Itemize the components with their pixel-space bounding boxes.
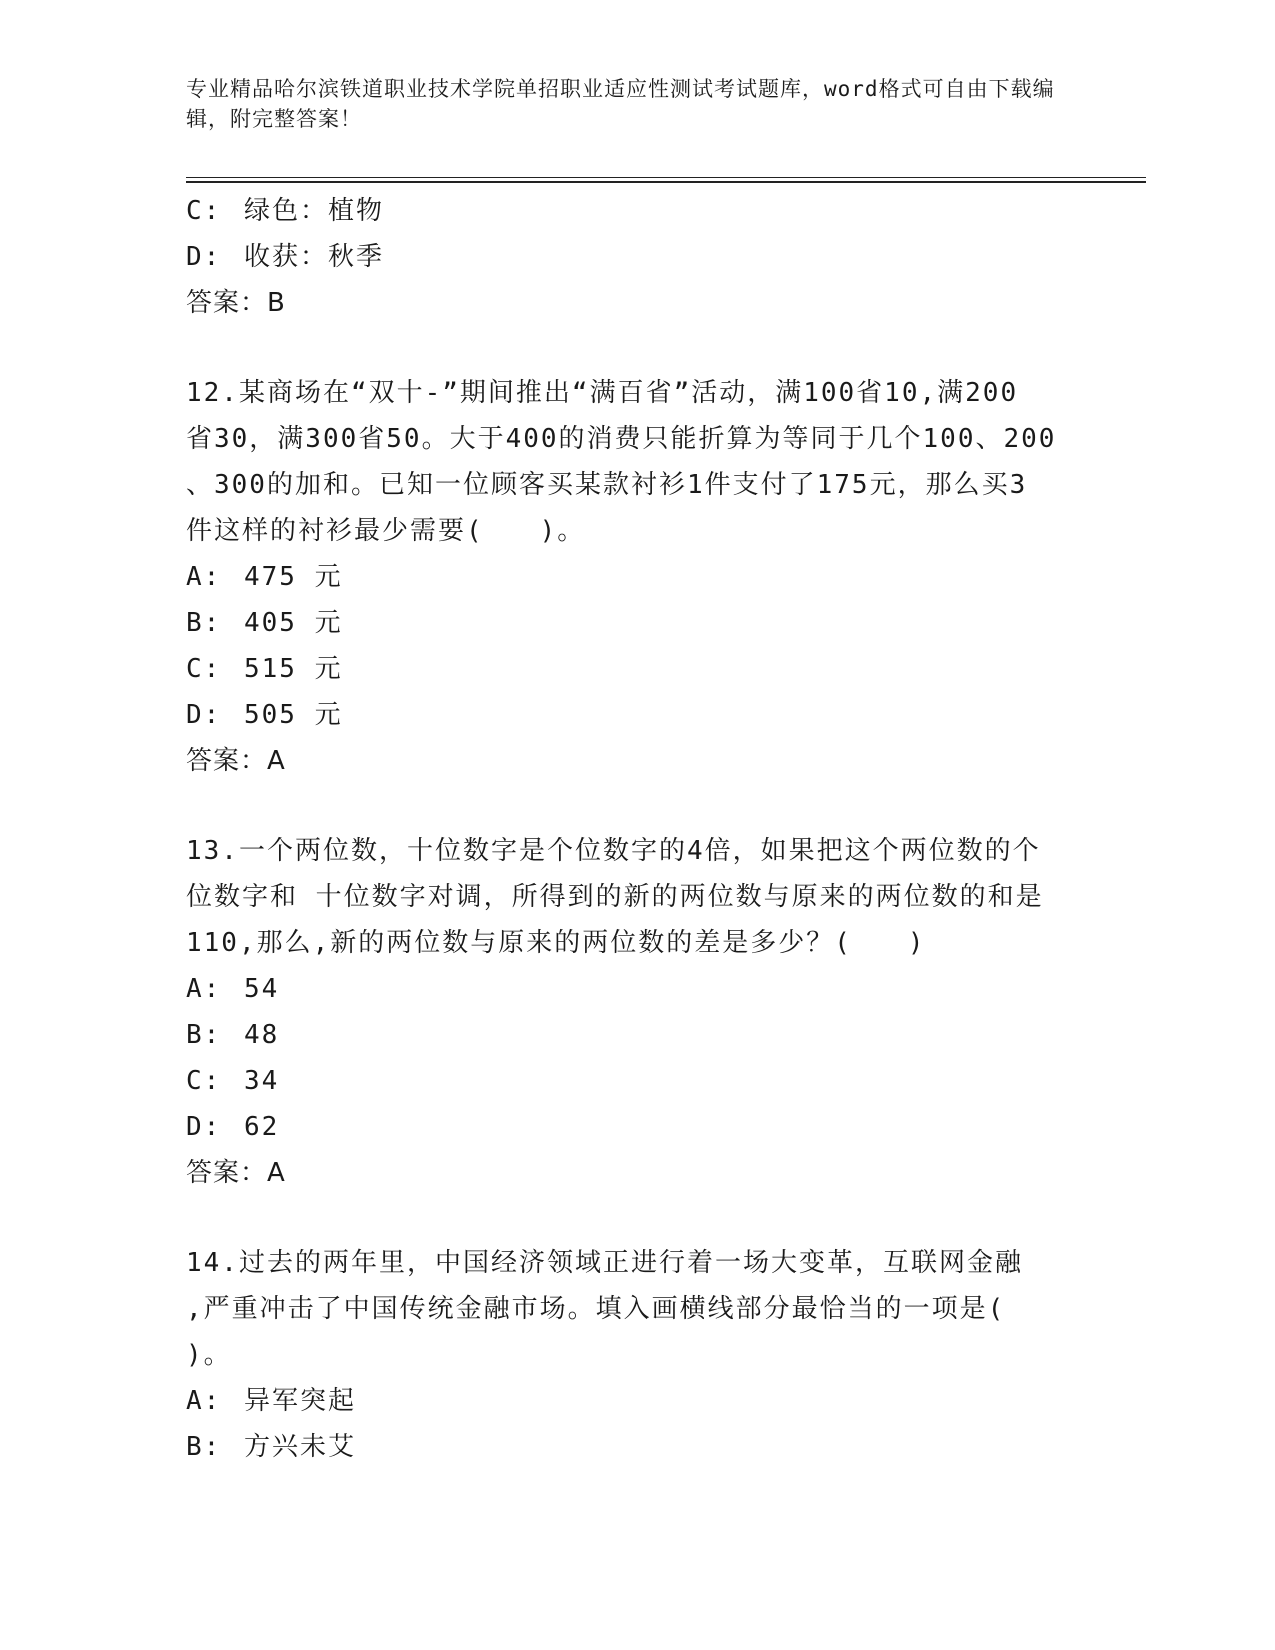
option-c <box>186 1058 1086 1104</box>
option-letter: B: <box>186 1020 222 1050</box>
option-letter: A: <box>186 974 222 1004</box>
question-14 <box>186 1240 1086 1470</box>
option-text: 405 元 <box>244 608 343 638</box>
option-a <box>186 554 1086 600</box>
option-b <box>186 1012 1086 1058</box>
question-stem-line: ,严重冲击了中国传统金融市场。填入画横线部分最恰当的一项是( <box>186 1294 1006 1324</box>
option-letter: C: <box>186 1066 222 1096</box>
question-12 <box>186 370 1086 784</box>
option-d <box>186 692 1086 738</box>
question-stem-line: 12.某商场在“双十-”期间推出“满百省”活动，满100省10,满200 <box>186 378 1019 408</box>
option-text: 475 元 <box>244 562 343 592</box>
question-stem-line: 、300的加和。已知一位顾客买某款衬衫1件支付了175元，那么买3 <box>186 470 1028 500</box>
page-header: 专业精品哈尔滨铁道职业技术学院单招职业适应性测试考试题库，word格式可自由下载编辑，附完整答案！ <box>186 77 1055 131</box>
question-stem-line: 位数字和 十位数字对调，所得到的新的两位数与原来的两位数的和是 <box>186 882 1044 912</box>
option-c <box>186 646 1086 692</box>
option-text: 异军突起 <box>244 1386 357 1416</box>
question-stem-line: )。 <box>186 1340 232 1370</box>
option-text: 515 元 <box>244 654 343 684</box>
option-letter: C: <box>186 196 222 226</box>
question-11-tail <box>186 188 1086 326</box>
option-b <box>186 600 1086 646</box>
option-letter: D: <box>186 700 222 730</box>
option-text: 505 元 <box>244 700 343 730</box>
question-stem-line: 13.一个两位数，十位数字是个位数字的4倍，如果把这个两位数的个 <box>186 836 1041 866</box>
option-text: 54 <box>244 974 280 1004</box>
question-13 <box>186 828 1086 1196</box>
answer-line: 答案：A <box>186 1158 286 1188</box>
option-b <box>186 1424 1086 1470</box>
option-letter: B: <box>186 608 222 638</box>
question-stem-line: 件这样的衬衫最少需要( )。 <box>186 516 586 546</box>
option-text: 收获：秋季 <box>244 242 385 272</box>
option-letter: B: <box>186 1432 222 1462</box>
option-c <box>186 188 1086 234</box>
header-rule-thin <box>186 177 1146 178</box>
option-text: 方兴未艾 <box>244 1432 357 1462</box>
option-letter: A: <box>186 562 222 592</box>
option-d <box>186 1104 1086 1150</box>
answer-line: 答案：B <box>186 288 286 318</box>
option-text: 绿色：植物 <box>244 196 385 226</box>
question-stem-line: 省30，满300省50。大于400的消费只能折算为等同于几个100、200 <box>186 424 1057 454</box>
question-stem-line: 110,那么,新的两位数与原来的两位数的差是多少？( ) <box>186 928 926 958</box>
option-letter: D: <box>186 1112 222 1142</box>
option-text: 48 <box>244 1020 280 1050</box>
option-letter: C: <box>186 654 222 684</box>
option-a <box>186 1378 1086 1424</box>
header-rule-thick <box>186 181 1146 183</box>
answer-line: 答案：A <box>186 746 286 776</box>
question-stem-line: 14.过去的两年里，中国经济领域正进行着一场大变革，互联网金融 <box>186 1248 1023 1278</box>
option-a <box>186 966 1086 1012</box>
option-letter: D: <box>186 242 222 272</box>
option-text: 62 <box>244 1112 280 1142</box>
document-body <box>186 188 1086 1470</box>
option-d <box>186 234 1086 280</box>
option-letter: A: <box>186 1386 222 1416</box>
option-text: 34 <box>244 1066 280 1096</box>
